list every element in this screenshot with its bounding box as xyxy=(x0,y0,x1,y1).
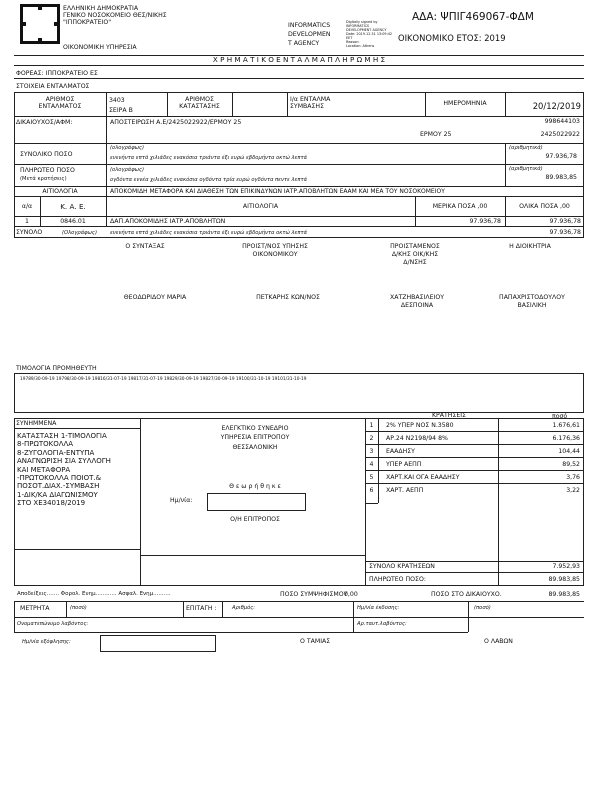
sum-words: ενενήντα επτά χιλιάδες ενακόσια τριάντα έξι ευρώ εβδομήντα οκτώ λεπτά xyxy=(110,230,308,236)
court-date-label: Ημ/νία: xyxy=(170,497,193,504)
items-header-aa: α/α xyxy=(21,203,33,210)
invoices-list: 19789/30-09-19 19798/30-09-19 19816/31-07-19 19817/31-07-19 19829/30-09-19 19827/30-09-19 19100/31-10-19 19101/31-10-19 xyxy=(20,377,307,382)
beneficiary-code: 998644103 xyxy=(544,118,580,125)
receipt-line: Αποδείξεις....... Φορολ. Ενημ............ Ασφαλ. Ενημ.......... xyxy=(17,591,171,597)
service-name: ΟΙΚΟΝΟΜΙΚΗ ΥΠΗΡΕΣΙΑ xyxy=(63,44,137,51)
beneficiary-label: ΔΙΚΑΙΟΥΧΟΣ/ΑΦΜ: xyxy=(16,119,73,126)
payable-words-label: (ολογράφως) xyxy=(110,167,145,173)
receiver-id-label: Αρ.ταυτ.λαβόντος: xyxy=(357,621,407,627)
agency-line-1: INFORMATICS xyxy=(288,22,331,29)
payable-total-label: ΠΛΗΡΩΤΕΟ ΠΟΣΟ: xyxy=(369,576,426,583)
item-aa: 1 xyxy=(25,218,29,225)
deductions-sum-label: ΣΥΝΟΛΟ ΚΡΑΤΗΣΕΩΝ xyxy=(369,563,435,570)
item-desc: ΔΑΠ.ΑΠΟΚΟΜΙΔΗΣ ΙΑΤΡ.ΑΠΟΒΛΗΤΩΝ xyxy=(110,218,226,225)
fiscal-year: ΟΙΚΟΝΟΜΙΚΟ ΕΤΟΣ: 2019 xyxy=(398,33,506,43)
deduction-n-2: 2 xyxy=(369,435,374,442)
order-series: ΣΕΙΡΑ Β xyxy=(109,107,133,114)
attachments-label: ΣΥΝΗΜΜΕΝΑ xyxy=(16,420,57,427)
deduction-value-3: 104,44 xyxy=(558,448,580,455)
contract-label-1: Ι/α ΕΝΤΑΛΜΑ xyxy=(290,96,331,103)
total-words: ενενήντα επτά χιλιάδες ενακόσια τριάντα έξι ευρώ εβδομήντα οκτώ λεπτά xyxy=(110,155,308,161)
reason-value: ΑΠΟΚΟΜΙΔΗ ΜΕΤΑΦΟΡΑ ΚΑΙ ΔΙΑΘΕΣΗ ΤΩΝ ΕΠΙΚΙΝΔΥΝΩΝ ΙΑΤΡ.ΑΠΟΒΛΗΤΩΝ ΕΑΑΜ ΚΑΙ ΜΕΑ ΤΟΥ ΝΟΣΟΚΟΜΕΙΟΥ xyxy=(110,188,445,195)
sig-role-3a: ΠΡΟΙΣΤΑΜΕΝΟΣ xyxy=(390,243,440,250)
cheque-label: ΕΠΙΤΑΓΗ : xyxy=(186,605,217,612)
section-title: ΣΤΟΙΧΕΙΑ ΕΝΤΑΛΜΑΤΟΣ xyxy=(16,83,90,90)
sig-name-4a: ΠΑΠΑΧΡΙΣΤΟΔΟΥΛΟΥ xyxy=(499,294,565,301)
payable-total-value: 89.983,85 xyxy=(548,576,580,583)
sum-words-label: (Ολογράφως) xyxy=(62,230,97,236)
beneficiary-amount-value: 89.983,85 xyxy=(548,591,580,598)
cash-label: ΜΕΤΡΗΤΑ xyxy=(20,605,50,612)
court-line-1: ΕΛΕΓΚΤΙΚΟ ΣΥΝΕΔΡΙΟ xyxy=(221,425,289,432)
category-label-2: ΚΑΤΑΣΤΑΣΗΣ xyxy=(179,103,220,110)
offset-label: ΠΟΣΟ ΣΥΜΨΗΦΙΣΜΟΥ xyxy=(280,591,348,598)
court-line-2: ΥΠΗΡΕΣΙΑ ΕΠΙΤΡΟΠΟΥ xyxy=(220,434,290,441)
contract-label-2: ΣΥΜΒΑΣΗΣ xyxy=(290,103,324,110)
deduction-name-6: ΧΑΡΤ. ΑΕΠΠ xyxy=(386,487,424,494)
beneficiary-afm: 2425022922 xyxy=(540,131,580,138)
total-num: 97.936,78 xyxy=(545,153,577,160)
agency-line-2: DEVELOPMEN xyxy=(288,31,331,38)
deduction-name-4: ΥΠΕΡ ΑΕΠΠ xyxy=(386,461,422,468)
deduction-n-5: 5 xyxy=(369,474,374,481)
order-number-label-1: ΑΡΙΘΜΟΣ xyxy=(45,96,75,103)
beneficiary-amount-label: ΠΟΣΟ ΣΤΟ ΔΙΚΑΙΟΥΧΟ. xyxy=(431,591,502,598)
deduction-value-6: 3,22 xyxy=(566,487,580,494)
sig-name-3a: ΧΑΤΖΗΒΑΣΙΛΕΙΟΥ xyxy=(390,294,444,301)
payable-num-label: (αριθμητικά) xyxy=(509,166,543,172)
deduction-name-2: ΑΡ.24 Ν2198/94 8% xyxy=(386,435,448,442)
issue-date-label: Ημ/νία έκδοσης: xyxy=(357,605,400,611)
invoices-label: ΤΙΜΟΛΟΓΙΑ ΠΡΟΜΗΘΕΥΤΗ xyxy=(16,365,97,372)
sig-name-2: ΠΕΤΚΑΡΗΣ ΚΩΝ/ΝΟΣ xyxy=(256,294,320,301)
deduction-name-1: 2% ΥΠΕΡ ΝΟΣ Ν.3580 xyxy=(386,422,454,429)
deduction-n-6: 6 xyxy=(369,487,374,494)
receiver-label: Ο ΛΑΒΩΝ xyxy=(484,638,513,645)
order-number: 3403 xyxy=(109,97,125,104)
deductions-label: ΚΡΑΤΗΣΕΙΣ xyxy=(432,412,467,419)
payable-num: 89.983,85 xyxy=(545,174,577,181)
order-date: 20/12/2019 xyxy=(532,101,581,111)
order-number-label-2: ΕΝΤΑΛΜΑΤΟΣ xyxy=(38,103,82,110)
category-label-1: ΑΡΙΘΜΟΣ xyxy=(185,96,214,103)
payable-words: ογδόντα εννέα χιλιάδες ενακόσια ογδόντα τρία ευρώ ογδόντα πεντε λεπτά xyxy=(110,177,307,183)
deduction-value-4: 89,52 xyxy=(562,461,580,468)
sig-role-2b: ΟΙΚΟΝΟΜΙΚΟΥ xyxy=(252,251,298,258)
court-checked: Θ ε ω ρ ή θ η κ ε xyxy=(229,483,281,490)
payable-label-1: ΠΛΗΡΩΤΕΟ ΠΟΣΟ xyxy=(20,167,75,174)
items-header-partial: ΜΕΡΙΚΑ ΠΟΣΑ ,00 xyxy=(432,203,488,210)
sum-label: ΣΥΝΟΛΟ xyxy=(16,229,43,236)
deduction-n-4: 4 xyxy=(369,461,374,468)
total-label: ΣΥΝΟΛΙΚΟ ΠΟΣΟ xyxy=(20,151,73,158)
receiver-name-label: Ονοματεπώνυμο λαβόντος: xyxy=(17,621,89,627)
foreas: ΦΟΡΕΑΣ: ΙΠΠΟΚΡΑΤΕΙΟ ΕΣ xyxy=(16,70,98,77)
sig-role-4: Η ΔΙΟΙΚΗΤΡΙΑ xyxy=(509,243,551,250)
reason-label: ΑΙΤΙΟΛΟΓΙΑ xyxy=(42,188,78,195)
items-header-desc: ΑΙΤΙΟΛΟΓΙΑ xyxy=(242,203,279,210)
payable-label-2: (Μετά κρατήσεις) xyxy=(20,176,67,182)
org-line-1: ΕΛΛΗΝΙΚΗ ΔΗΜΟΚΡΑΤΙΑ xyxy=(63,5,139,12)
deductions-amount-label: ποσό xyxy=(552,413,568,420)
digital-signature: Digitally signed by INFORMATICS DEVELOPMENT AGENCY Date: 2019.12.31 13:09:42 EET Reason: Location: Athens xyxy=(346,20,393,48)
payment-date-box xyxy=(100,635,216,652)
deduction-value-1: 1.676,61 xyxy=(552,422,580,429)
agency-line-3: T AGENCY xyxy=(288,40,320,47)
beneficiary-value: ΑΠΟΣΤΕΙΡΩΣΗ Α.Ε/2425022922/ΕΡΜΟΥ 25 xyxy=(110,119,242,126)
deduction-value-2: 6.176,36 xyxy=(552,435,580,442)
sig-role-3b: Δ/ΚΗΣ ΟΙΚ/ΚΗΣ xyxy=(391,251,439,258)
cheque-number-label: Αριθμός: xyxy=(232,605,256,611)
cash-amount-label: (ποσό) xyxy=(70,605,87,611)
org-line-3: "ΙΠΠΟΚΡΑΤΕΙΟ" xyxy=(63,19,112,26)
total-words-label: (ολογράφως) xyxy=(110,145,145,151)
payment-date-label: Ημ/νία εξόφλησης: xyxy=(22,639,71,645)
sig-role-2a: ΠΡΟΙΣΤ/ΝΟΣ ΥΠΗΣΗΣ xyxy=(242,243,308,250)
sig-role-3c: Δ/ΝΣΗΣ xyxy=(403,259,427,266)
cashier-label: Ο ΤΑΜΙΑΣ xyxy=(300,638,331,645)
deduction-n-1: 1 xyxy=(369,422,374,429)
sig-name-4b: ΒΑΣΙΛΙΚΗ xyxy=(517,302,547,309)
deduction-value-5: 3,76 xyxy=(566,474,580,481)
ada-code: ΑΔΑ: ΨΠΙΓ469067-ΦΔΜ xyxy=(412,11,534,23)
deductions-sum-value: 7.952,93 xyxy=(552,563,580,570)
sig-role-1: Ο ΣΥΝΤΑΞΑΣ xyxy=(125,243,165,250)
deduction-n-3: 3 xyxy=(369,448,374,455)
offset-value: 0,00 xyxy=(344,591,358,598)
beneficiary-address: ΕΡΜΟΥ 25 xyxy=(420,131,452,138)
attachments-list: ΚΑΤΑΣΤΑΣΗ 1-ΤΙΜΟΛΟΓΙΑ 8-ΠΡΩΤΟΚΟΛΛΑ 8-ΖΥΓΟΛΟΓΙΑ-ΕΝΤΥΠΑ ΑΝΑΓΝΩΡΙΣΗ ΣΙΑ ΣΥΛΛΟΓΗ ΚΑΙ ΜΕΤΑΦΟΡΑ -ΠΡΩΤΟΚΟΛΛΑ ΠΟΙΟΤ.& ΠΟΣΟΤ.ΔΙΑΧ.-ΣΥΜΒΑΣΗ 1-ΔΙΚ/ΚΑ ΔΙΑΓΩΝΙΣΜΟΥ ΣΤΟ ΧΕ34018/2019 xyxy=(17,432,111,508)
org-line-2: ΓΕΝΙΚΟ ΝΟΣΟΚΟΜΕΙΟ ΘΕΣ/ΝΙΚΗΣ xyxy=(63,12,167,19)
deduction-name-5: ΧΑΡΤ.ΚΑΙ ΟΓΑ ΕΑΑΔΗΣΥ xyxy=(386,474,460,481)
sig-name-1: ΘΕΟΔΩΡΙΔΟΥ ΜΑΡΙΑ xyxy=(123,294,187,301)
sig-name-3b: ΔΕΣΠΟΙΝΑ xyxy=(400,302,434,309)
court-date-box xyxy=(207,493,306,511)
total-num-label: (αριθμητικά) xyxy=(509,145,543,151)
items-header-total: ΟΛΙΚΑ ΠΟΣΑ ,00 xyxy=(519,203,570,210)
items-header-kae: Κ. Α. Ε. xyxy=(60,202,86,211)
court-committee: Ο/Η ΕΠΙΤΡΟΠΟΣ xyxy=(230,516,280,523)
date-label: ΗΜΕΡΟΜΗΝΙΑ xyxy=(443,100,487,107)
cheque-amount-label: (ποσό) xyxy=(474,605,491,611)
deduction-name-3: ΕΑΑΔΗΣΥ xyxy=(386,448,415,455)
hospital-logo xyxy=(20,4,60,44)
sum-value: 97.936,78 xyxy=(549,229,581,236)
document-title: Χ Ρ Η Μ Α Τ Ι Κ Ο Ε Ν Τ Α Λ Μ Α Π Λ Η Ρ Ω Μ Η Σ xyxy=(212,55,386,64)
item-total: 97.936,78 xyxy=(549,218,581,225)
court-line-3: ΘΕΣΣΑΛΟΝΙΚΗ xyxy=(232,444,278,451)
item-partial: 97.936,78 xyxy=(469,218,501,225)
item-kae: 0846.01 xyxy=(60,218,86,225)
